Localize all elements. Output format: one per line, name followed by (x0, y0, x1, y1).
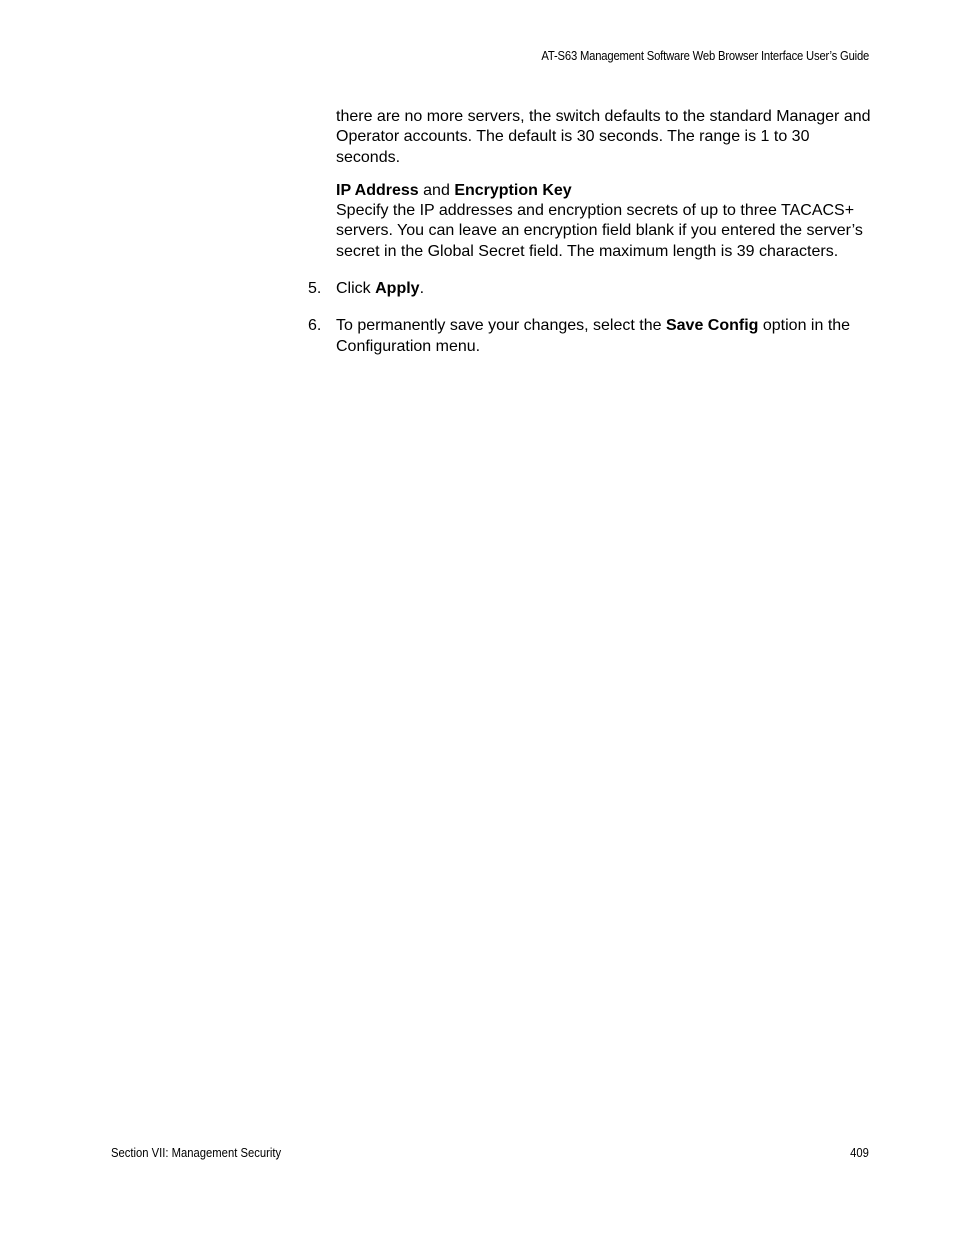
step-number: 5. (308, 280, 322, 298)
main-content (308, 107, 871, 374)
field-name-encryption-key: Encryption Key (454, 181, 572, 199)
step-text-post: . (419, 280, 425, 298)
field-description: Specify the IP addresses and encryption secrets of up to three TACACS+ servers. You can leave an encryption field blank if you entered the server’s secret in the Global Secret field. The maximum length is 39 characters. (336, 202, 863, 260)
step-text-pre: Click (336, 280, 376, 298)
step-text-pre: To permanently save your changes, select the (336, 317, 666, 335)
step-number: 6. (308, 317, 322, 335)
field-heading (336, 181, 871, 201)
field-joiner: and (423, 181, 450, 199)
step-text-bold: Apply (375, 280, 420, 298)
intro-paragraph: there are no more servers, the switch defaults to the standard Manager and Operator accounts. The default is 30 seconds. The range is 1 to 30 seconds. (336, 108, 871, 166)
footer-page-number: 409 (850, 1146, 869, 1160)
step-text-bold: Save Config (665, 317, 759, 335)
running-header: AT-S63 Management Software Web Browser Interface User’s Guide (541, 49, 869, 63)
step-text-post: option in the Configuration menu. (336, 317, 851, 355)
step-6 (308, 316, 871, 357)
footer-section: Section VII: Management Security (111, 1146, 282, 1160)
field-name-ip-address: IP Address (336, 181, 419, 199)
step-5 (308, 279, 871, 299)
